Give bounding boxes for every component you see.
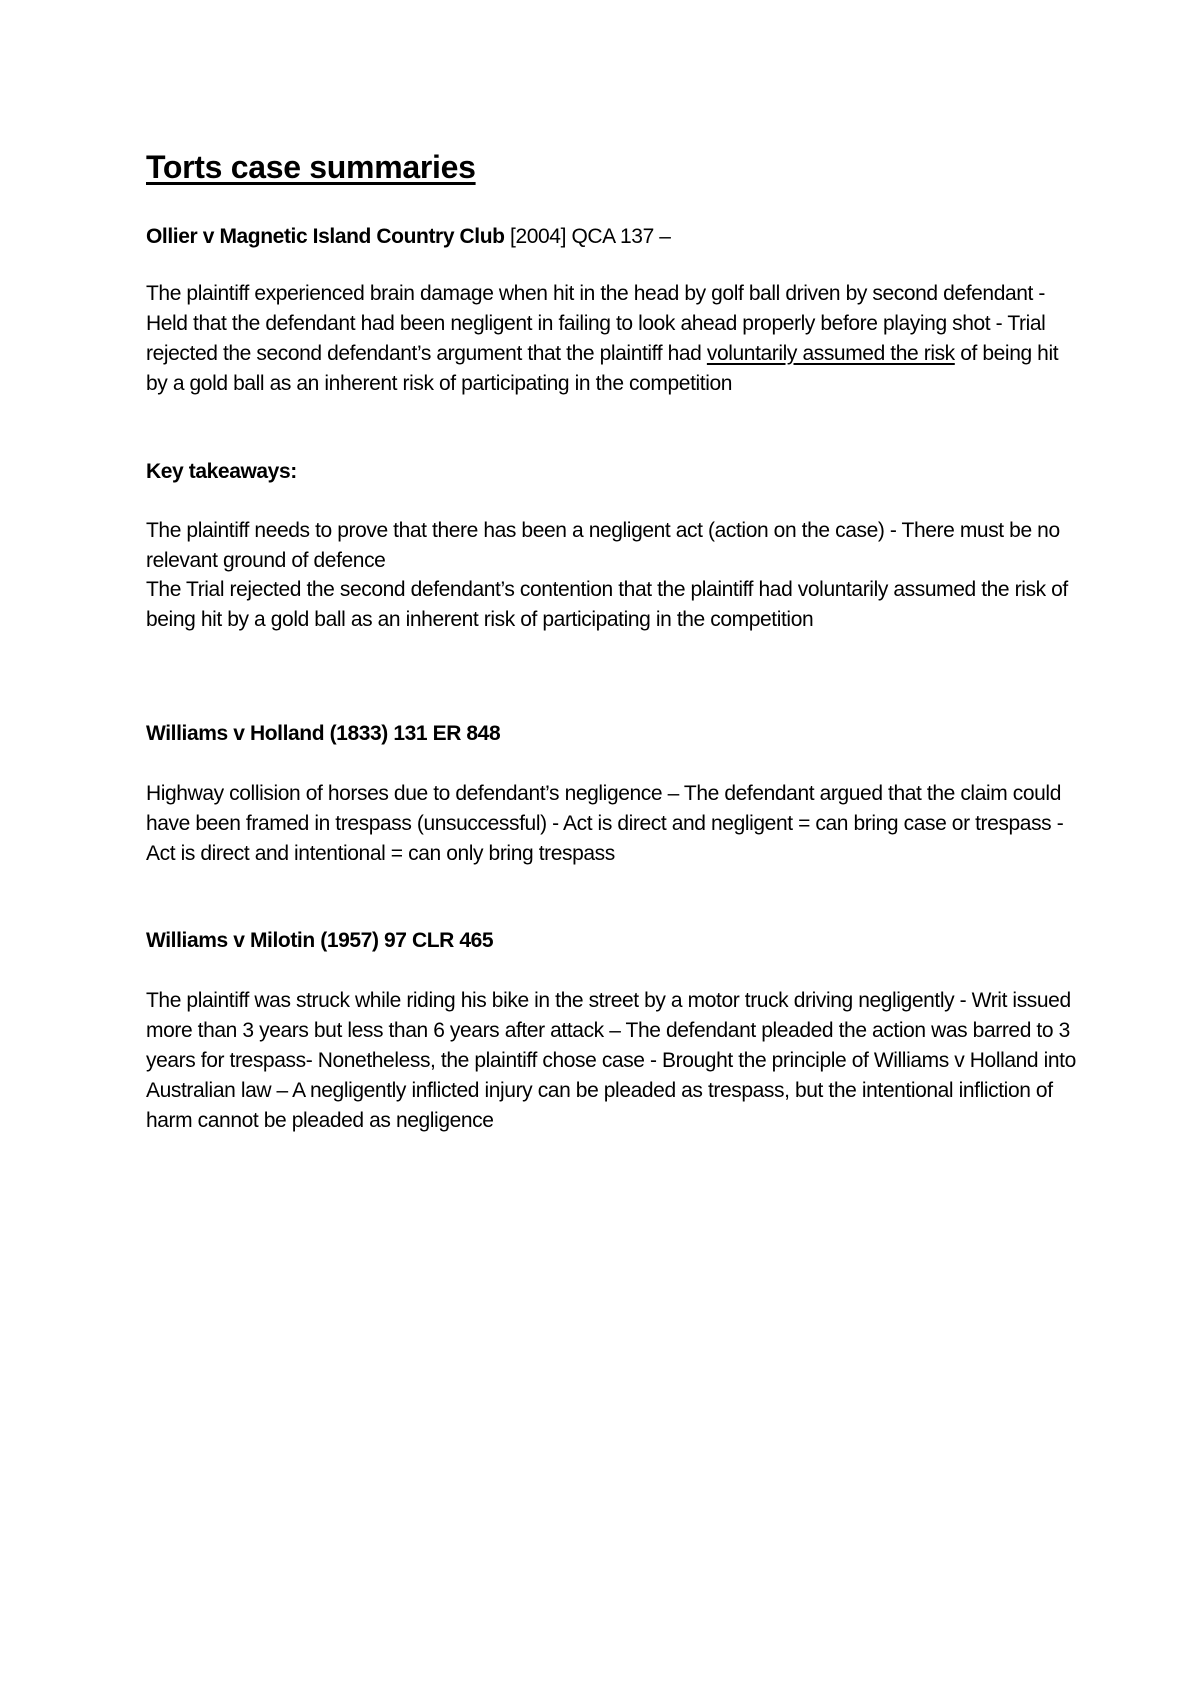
takeaway-paragraph: The Trial rejected the second defendant’s contention that the plaintiff had voluntarily assumed the risk of being hit by a gold ball as an inherent risk of participating in the competition — [146, 578, 1068, 631]
summary-text-continued: of being hit by a gold ball as an inherent risk of participating in the competition — [146, 342, 1059, 395]
case-name: Ollier v Magnetic Island Country Club — [146, 225, 505, 248]
case-summary-ollier — [146, 279, 1076, 399]
case-heading-williams-milotin: Williams v Milotin (1957) 97 CLR 465 — [146, 929, 494, 952]
underlined-phrase: voluntarily assumed the risk — [706, 342, 955, 365]
summary-text: The plaintiff experienced brain damage when hit in the head by golf ball driven by second defendant - Held that the defendant had been negligent in failing to look ahead properly before playing shot - Trial rejected the second defendant’s argument that the plaintiff had — [146, 282, 1046, 365]
document-title: Torts case summaries — [146, 149, 476, 185]
case-heading-williams-holland: Williams v Holland (1833) 131 ER 848 — [146, 722, 501, 745]
key-takeaways-heading: Key takeaways: — [146, 460, 297, 483]
takeaway-paragraph: The plaintiff needs to prove that there has been a negligent act (action on the case) - There must be no relevant ground of defence — [146, 519, 1060, 572]
case-citation: [2004] QCA 137 – — [504, 225, 671, 248]
case-heading-ollier — [146, 222, 671, 252]
case-summary-williams-holland: Highway collision of horses due to defendant’s negligence – The defendant argued that the claim could have been framed in trespass (unsuccessful) - Act is direct and negligent = can bring case or trespass - Act is direct and intentional = can only bring trespass — [146, 782, 1064, 865]
case-summary-williams-milotin: The plaintiff was struck while riding his bike in the street by a motor truck driving negligently - Writ issued more than 3 years but less than 6 years after attack – The defendant pleaded the action was barred to 3 years for trespass- Nonetheless, the plaintiff chose case - Brought the principle of Williams v Holland into Australian law – A negligently inflicted injury can be pleaded as trespass, but the intentional infliction of harm cannot be pleaded as negligence — [146, 989, 1076, 1132]
